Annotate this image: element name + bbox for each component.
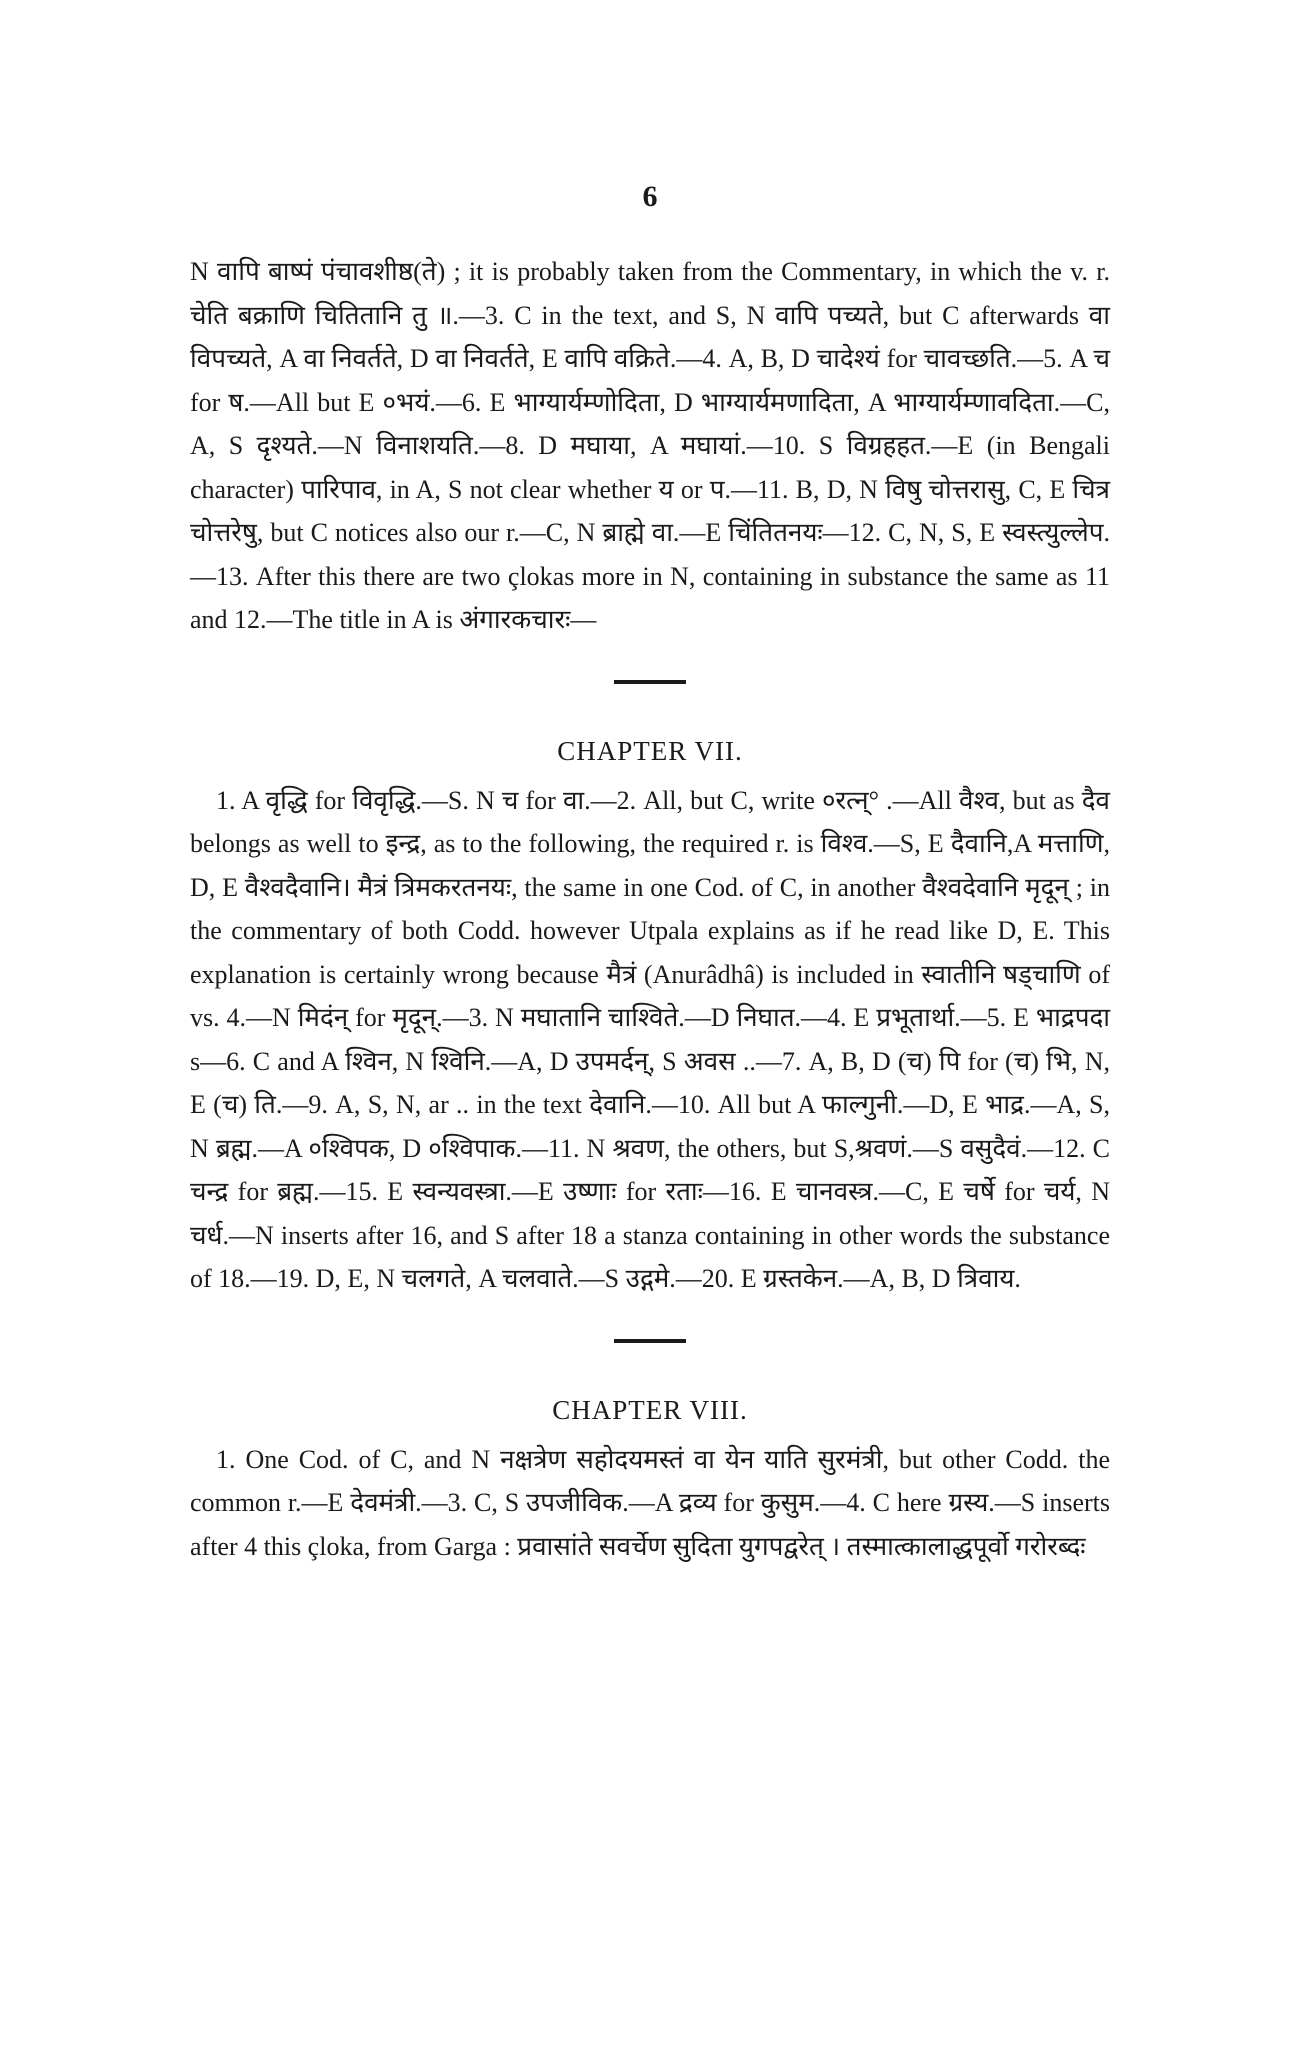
- chapter-viii-heading: CHAPTER VIII.: [552, 1394, 748, 1425]
- section-divider: [614, 1339, 686, 1343]
- intro-paragraph: N वापि बाष्पं पंचावशीष्ठ(ते) ; it is probably taken from the Commentary, in which the v. r. चेति बक्राणि चितितानि तु ॥.—3. C in the text, and S, N वापि पच्यते, but C afterwards वा विपच्यते, A वा निवर्तते, D वा निवर्तते, E वापि वक्रिते.—4. A, B, D चादेश्यं for चावच्छति.—5. A च for ष.—All but E ०भयं.—6. E भाग्यार्यम्णोदिता, D भाग्यार्यमणादिता, A भाग्यार्यम्णावदिता.—C, A, S दृश्यते.—N विनाशयति.—8. D मघाया, A मघायां.—10. S विग्रहहत.—E (in Bengali character) पारिपाव, in A, S not clear whether य or प.—11. B, D, N विषु चोत्तरासु, C, E चित्र चोत्तरेषु, but C notices also our r.—C, N ब्राह्मे वा.—E चिंतितनयः—12. C, N, S, E स्वस्त्युल्लेप.—13. After this there are two çlokas more in N, containing in substance the same as 11 and 12.—The title in A is अंगारकचारः—: [190, 257, 1110, 634]
- chapter-vii-text: 1. A वृद्धि for विवृद्धि.—S. N च for वा.—2. All, but C, write ०रत्न्° .—All वैश्व, but as दैव belongs as well to इन्द्र, as to the following, the required r. is विश्व.—S, E दैवानि,A मत्ताणि, D, E वैश्वदैवानि। मैत्रं त्रिमकरतनयः, the same in one Cod. of C, in another वैश्वदेवानि मृदून् ; in the commentary of both Codd. however Utpala explains as if he read like D, E. This explanation is certainly wrong because मैत्रं (Anurâdhâ) is included in स्वातीनि षड्चाणि of vs. 4.—N मिदंन् for मृदून्.—3. N मघातानि चाश्विते.—D निघात.—4. E प्रभूतार्था.—5. E भाद्रपदा s—6. C and A श्विन, N श्विनि.—A, D उपमर्दन्, S अवस ..—7. A, B, D (च) पि for (च) भि, N, E (च) ति.—9. A, S, N, ar .. in the text देवानि.—10. All but A फाल्गुनी.—D, E भाद्र.—A, S, N ब्रह्म.—A ०श्विपक, D ०श्विपाक.—11. N श्रवण, the others, but S,श्रवणं.—S वसुदैवं.—12. C चन्द्र for ब्रह्म.—15. E स्वन्यवस्त्रा.—E उष्णाः for रताः—16. E चानवस्त्र.—C, E चर्षे for चर्य, N चर्ध.—N inserts after 16, and S after 18 a stanza containing in other words the substance of 18.—19. D, E, N चलगते, A चलवाते.—S उद्गमे.—20. E ग्रस्तकेन.—A, B, D त्रिवाय.: [190, 785, 1110, 1293]
- page-number: 6: [642, 180, 658, 213]
- chapter-viii-text: 1. One Cod. of C, and N नक्षत्रेण सहोदयमस्तं वा येन याति सुरमंत्री, but other Codd. the common r.—E देवमंत्री.—3. C, S उपजीविक.—A द्रव्य for कुसुम.—4. C here ग्रस्य.—S inserts after 4 this çloka, from Garga : प्रवासांते सवर्चेण सुदिता युगपद्वरेत् । तस्मात्कालाद्धपूर्वो गरोरब्दः: [190, 1444, 1110, 1561]
- section-divider: [614, 680, 686, 684]
- page-body: [190, 170, 1110, 1568]
- chapter-vii-heading: CHAPTER VII.: [557, 735, 743, 766]
